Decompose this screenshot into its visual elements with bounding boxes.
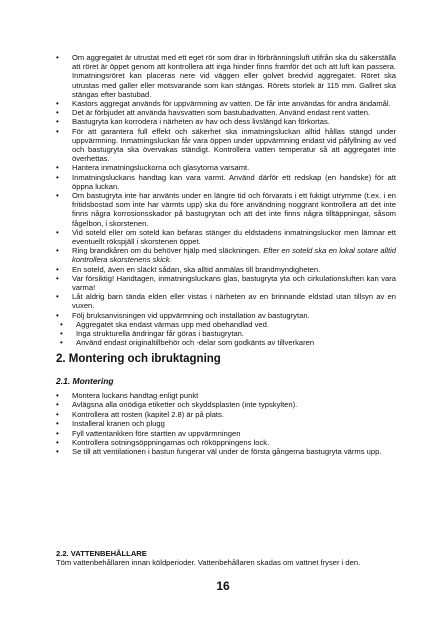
section-2-2-paragraph: Töm vattenbehållaren innan köldperioder. Vattenbehållaren skadas om vattnet fryser i den. — [56, 558, 361, 567]
list-item-text: Ring brandkåren om du behöver hjälp med släckningen. — [72, 246, 264, 256]
list-item-text: En soteld, även en släckt sådan, ska alltid anmälas till brandmyndigheten. — [72, 264, 321, 274]
list-item-text: Låt aldrig barn tända elden eller vistas i närheten av en brinnande eldstad utan tillsyn av en vuxen. — [72, 292, 396, 311]
list-item — [56, 311, 396, 320]
list-item-text: Bastugryta kan korrodera i närheten av hav och dess livslängd kan förkortas. — [72, 117, 330, 127]
list-item — [56, 320, 396, 329]
list-item — [56, 163, 396, 172]
list-item-text: För att garantera full effekt och säkerhet ska inmatningsluckan alltid hållas stängd under uppvärmning. Inmatningsluckan får vara öppen under uppvärmning endast vid påfyllning av ved och bastugryta ska övervakas ständigt. Kontrollera vatten temperatur så att aggregatet inte överhettas. — [72, 126, 396, 164]
list-item-text: Om bastugryta inte har använts under en längre tid och förvarats i ett fuktigt utrymme (t.ex. i en fritidsbostad som inte har värmts upp) ska du före användning noggrant kontrollera att det inte finns några korrosionsskador på bastugrytan och att det inte finns några tilltäppningar, såsom fågelbon, i skorstenen. — [72, 191, 396, 228]
list-item-text: Var försiktig! Handtagen, inmatningsluckans glas, bastugryta yta och cirkulationsluften kan vara varma! — [72, 273, 396, 293]
list-item-text: Kontrollera att rosten (kapitel 2.8) är på plats. — [72, 409, 224, 419]
list-item-text: Aggregatet ska endast värmas upp med obehandlad ved. — [76, 319, 269, 329]
montering-bullet-list — [56, 391, 386, 457]
bullet-icon: • — [56, 273, 59, 283]
list-item-text: Vid soteld eller om soteld kan befaras stänger du eldstadens inmatningsluckor men lämnar ett eventuellt rökspjäll i skorstenen öppet. — [72, 227, 396, 247]
list-item-text: Avlägsna alla onödiga etiketter och skyddsplasten (inte typskylten). — [72, 400, 298, 410]
bullet-icon: • — [56, 246, 59, 256]
list-item — [56, 228, 396, 246]
bullet-icon: • — [56, 191, 59, 201]
page-number: 16 — [216, 579, 230, 593]
list-item-text: Installeral kranen och plugg — [72, 419, 165, 429]
bullet-icon: • — [56, 108, 59, 118]
bullet-icon: • — [56, 419, 59, 429]
list-item-text: Kastors aggregat används för uppvärmning av vatten. De får inte användas för andra ändamål. — [72, 99, 391, 109]
list-item-text: Det är förbjudet att använda havsvatten som bastubadvatten. Använd endast rent vatten. — [72, 108, 371, 118]
bullet-icon: • — [56, 438, 59, 448]
bullet-icon: • — [56, 292, 59, 302]
bullet-icon: • — [56, 400, 59, 410]
bullet-icon: • — [60, 338, 63, 348]
list-item-text: Använd endast originaltillbehör och -delar som godkänts av tillverkaren — [76, 338, 315, 348]
bullet-icon: • — [56, 428, 59, 438]
list-item — [56, 117, 396, 126]
section-2-2-heading: 2.2. VATTENBEHÅLLARE — [56, 549, 147, 558]
bullet-icon: • — [56, 53, 59, 62]
list-item — [56, 438, 386, 447]
bullet-icon: • — [56, 447, 59, 457]
list-item-text: Inga strukturella ändringar får göras i bastugrytan. — [76, 329, 244, 339]
list-item-text: Om aggregatet är utrustat med ett eget rör som drar in förbränningsluft utifrån ska du säkerställa att röret är öppet genom att kontrollera att inga hinder finns framför det och att luft kan passera. Inmatningsröret kan placeras nere vid väggen eller golvet bredvid aggregatet. Röret ska utrustas med galler eller motsvarande som kan stängas. Rörets storlek är 115 mm. Gallret ska stängas efter bastubad. — [72, 53, 396, 99]
section-2-heading: 2. Montering och ibruktagning — [56, 353, 221, 365]
section-2-1-heading: 2.1. Montering — [56, 376, 114, 386]
bullet-icon: • — [56, 99, 59, 109]
list-item — [56, 265, 396, 274]
bullet-icon: • — [60, 329, 63, 339]
list-item — [56, 191, 396, 228]
list-item-text: Inmatningsluckans handtag kan vara varmt. Använd därför ett redskap (en handske) för att öppna luckan. — [72, 172, 396, 191]
safety-bullet-list — [56, 53, 396, 348]
bullet-icon: • — [56, 227, 59, 237]
bullet-icon: • — [60, 319, 63, 329]
bullet-icon: • — [56, 264, 59, 274]
list-item — [56, 329, 396, 338]
bullet-icon: • — [56, 409, 59, 419]
list-item — [56, 447, 386, 456]
list-item — [56, 400, 386, 409]
list-item — [56, 429, 386, 438]
bullet-icon: • — [56, 310, 59, 320]
list-item — [56, 391, 386, 400]
list-item — [56, 274, 396, 292]
list-item — [56, 246, 396, 264]
bullet-icon: • — [56, 391, 59, 400]
list-item — [56, 53, 396, 99]
list-item — [56, 173, 396, 191]
list-item — [56, 127, 396, 164]
bullet-icon: • — [56, 126, 59, 136]
bullet-icon: • — [56, 172, 59, 182]
list-item — [56, 99, 396, 108]
list-item-text: Fyll vattentankken före startten av uppvärmningen — [72, 428, 241, 438]
list-item-text: Hantera inmatningsluckorna och glasytorna varsamt. — [72, 163, 250, 173]
list-item-text: Montera luckans handtag enligt punkt — [72, 391, 199, 400]
list-item-text: Följ bruksanvisningen vid uppvärmning och installation av bastugrytan. — [72, 310, 310, 320]
bullet-icon: • — [56, 117, 59, 127]
list-item — [56, 108, 396, 117]
list-item-italic-text: Efter en soteld ska en lokal sotare alltid kontrollera skorstenens skick. — [72, 246, 396, 265]
list-item-text: Kontrollera sotningsöppningarnas och rököppningens lock. — [72, 438, 270, 448]
list-item — [56, 338, 396, 347]
list-item — [56, 419, 386, 428]
list-item — [56, 410, 386, 419]
list-item — [56, 292, 396, 310]
bullet-icon: • — [56, 163, 59, 173]
list-item-text: Se till att ventilationen i bastun fungerar väl under de första gångerna bastugryta värms upp. — [72, 447, 382, 457]
